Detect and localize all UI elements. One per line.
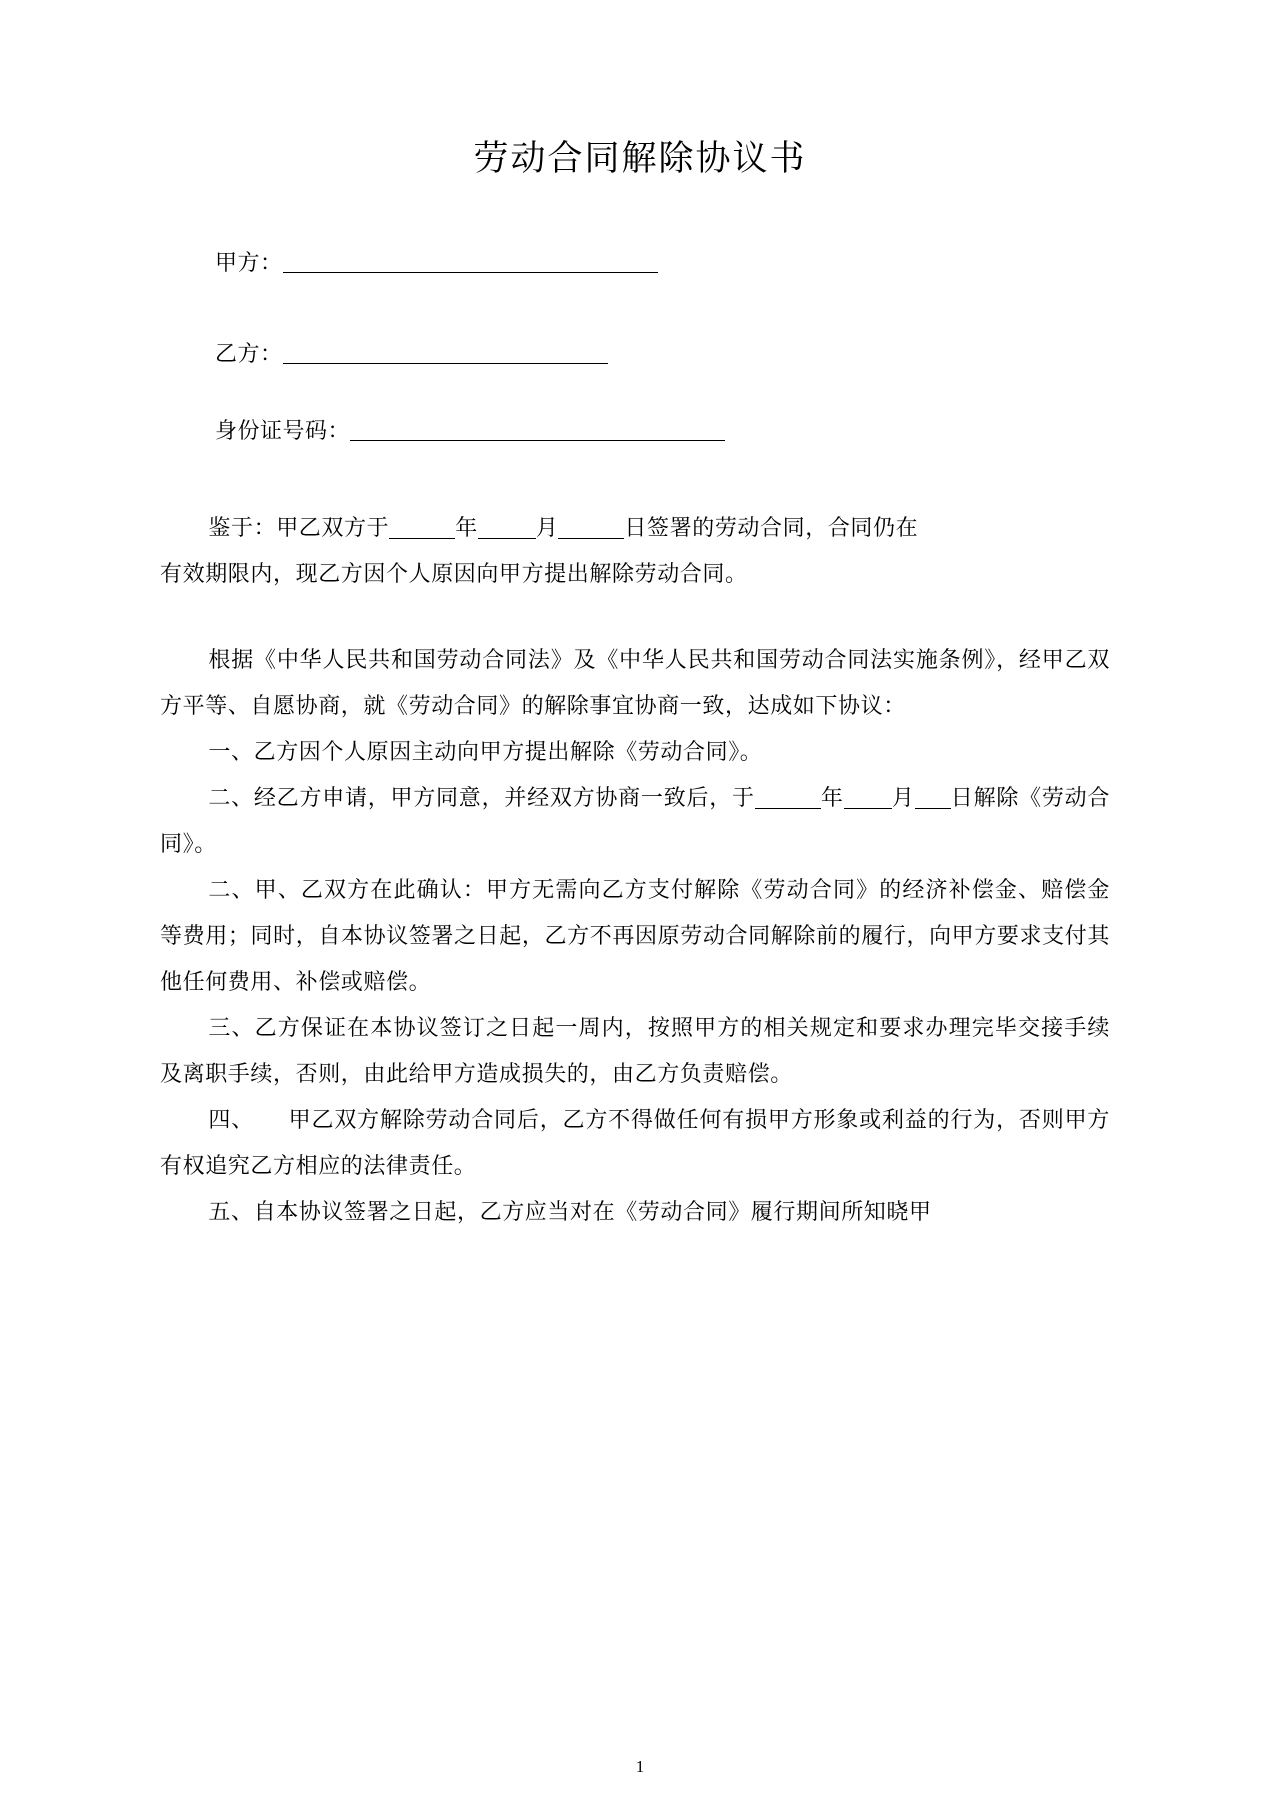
clause-2-year-blank[interactable] xyxy=(755,790,821,809)
party-b-input-line[interactable] xyxy=(283,343,608,364)
spacer xyxy=(160,226,1110,246)
document-body xyxy=(0,226,1280,1235)
clause-item-2 xyxy=(160,775,1110,867)
clause-2-prefix: 二、经乙方申请，甲方同意，并经双方协商一致后，于 xyxy=(208,785,755,810)
page-title: 劳动合同解除协议书 xyxy=(473,139,807,178)
recital-paragraph xyxy=(160,505,1110,551)
id-number-input-line[interactable] xyxy=(350,420,725,441)
spacer xyxy=(160,279,1110,337)
recital-month-blank[interactable] xyxy=(478,520,536,539)
clause-2-month-blank[interactable] xyxy=(844,790,892,809)
party-b-field-row xyxy=(160,337,1110,370)
clause-item-4: 三、乙方保证在本协议签订之日起一周内，按照甲方的相关规定和要求办理完毕交接手续及离职手续，否则，由此给甲方造成损失的，由乙方负责赔偿。 xyxy=(160,1015,1110,1086)
recital-text-d: 日签署的劳动合同，合同仍在 xyxy=(624,515,919,540)
clause-item-6: 五、自本协议签署之日起，乙方应当对在《劳动合同》履行期间所知晓甲 xyxy=(208,1199,932,1224)
clause-2-suffix: 日解除《劳动合同》。 xyxy=(160,785,1110,856)
clause-2-year-label: 年 xyxy=(820,785,844,810)
recital-year-label: 年 xyxy=(455,515,478,540)
clause-2-month-label: 月 xyxy=(891,785,915,810)
clause-2-day-blank[interactable] xyxy=(915,790,951,809)
spacer xyxy=(160,370,1110,414)
party-a-label: 甲方： xyxy=(215,250,283,275)
clause-item-3: 二、甲、乙双方在此确认：甲方无需向乙方支付解除《劳动合同》的经济补偿金、赔偿金等费用；同时，自本协议签署之日起，乙方不再因原劳动合同解除前的履行，向甲方要求支付其他任何费用、补偿或赔偿。 xyxy=(160,877,1110,994)
spacer xyxy=(160,597,1110,637)
recital-paragraph-line2: 有效期限内，现乙方因个人原因向甲方提出解除劳动合同。 xyxy=(160,561,748,586)
spacer xyxy=(160,447,1110,505)
recital-month-label: 月 xyxy=(535,515,559,540)
preamble-paragraph: 根据《中华人民共和国劳动合同法》及《中华人民共和国劳动合同法实施条例》，经甲乙双方平等、自愿协商，就《劳动合同》的解除事宜协商一致，达成如下协议： xyxy=(160,647,1110,718)
recital-day-blank[interactable] xyxy=(558,520,624,539)
id-number-label: 身份证号码： xyxy=(215,418,351,443)
clause-item-5: 四、 甲乙双方解除劳动合同后，乙方不得做任何有损甲方形象或利益的行为，否则甲方有权追究乙方相应的法律责任。 xyxy=(160,1107,1110,1178)
page-number: 1 xyxy=(635,1757,645,1776)
recital-text-a: 鉴于：甲乙双方于 xyxy=(208,515,390,540)
party-a-field-row xyxy=(160,246,1110,279)
id-number-field-row xyxy=(160,414,1110,447)
clause-item-1: 一、乙方因个人原因主动向甲方提出解除《劳动合同》。 xyxy=(208,739,763,764)
party-b-label: 乙方： xyxy=(215,341,283,366)
party-a-input-line[interactable] xyxy=(283,252,658,273)
recital-year-blank[interactable] xyxy=(389,520,455,539)
